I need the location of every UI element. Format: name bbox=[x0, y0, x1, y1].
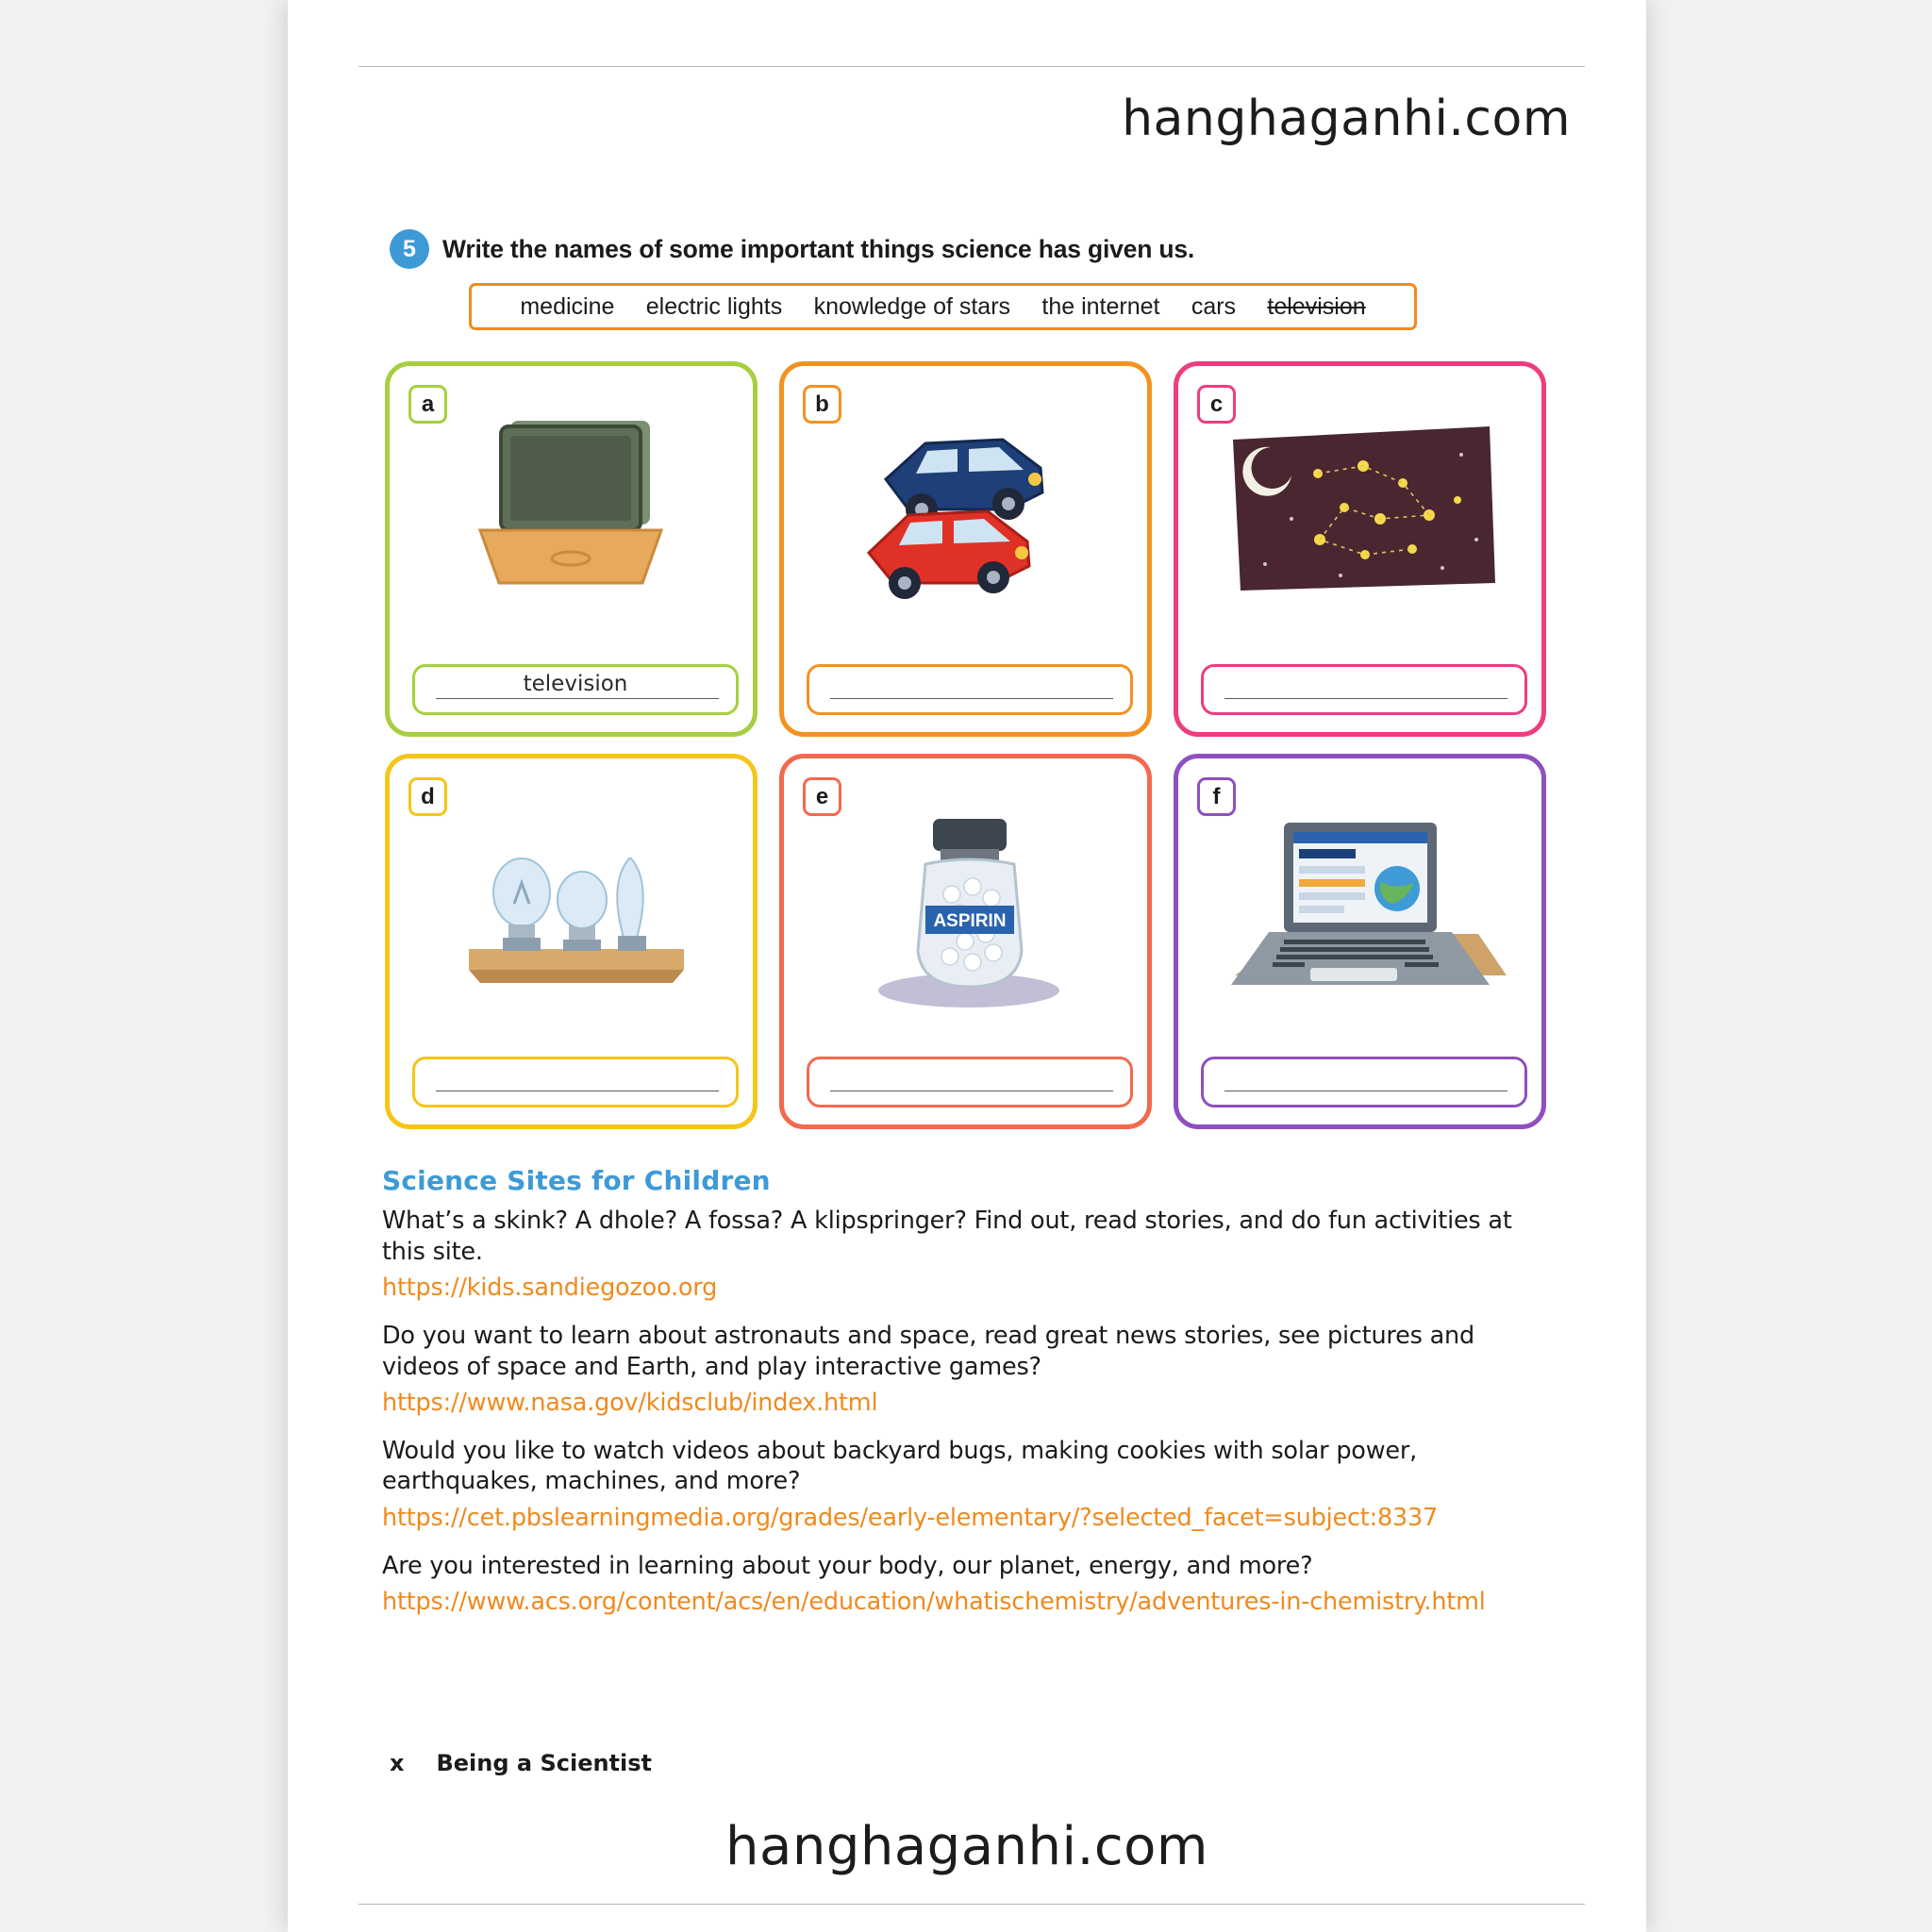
card-tag-b: b bbox=[803, 385, 841, 424]
card-row-2 bbox=[385, 754, 1547, 1129]
answer-box-f[interactable] bbox=[1201, 1057, 1527, 1108]
footer-divider bbox=[358, 1904, 1585, 1905]
watermark-top: hanghaganhi.com bbox=[1122, 91, 1571, 147]
word-bank bbox=[469, 283, 1417, 330]
exercise-instruction: Write the names of some important things science has given us. bbox=[442, 234, 1195, 263]
science-sites-section bbox=[382, 1165, 1552, 1635]
picture-card-f[interactable] bbox=[1174, 754, 1546, 1129]
aspirin-medicine-bottle-illustration bbox=[784, 791, 1147, 1036]
exercise-number-badge: 5 bbox=[390, 229, 429, 269]
word-bank-item-electric-lights[interactable]: electric lights bbox=[645, 292, 783, 320]
page-number: x bbox=[390, 1750, 405, 1776]
site-link-1[interactable]: https://kids.sandiegozoo.org bbox=[382, 1274, 718, 1303]
document-page bbox=[288, 0, 1646, 1932]
answer-box-e[interactable] bbox=[807, 1057, 1133, 1108]
answer-text-a: television bbox=[523, 672, 628, 696]
site-description-2: Do you want to learn about astronauts and space, read great news stories, see pictures and videos of space and Earth, and play interactive games? bbox=[382, 1321, 1475, 1381]
answer-box-a[interactable] bbox=[412, 664, 739, 715]
electric-light-bulbs-illustration bbox=[390, 791, 753, 1036]
picture-card-a[interactable] bbox=[385, 361, 758, 737]
site-description-1: What’s a skink? A dhole? A fossa? A klipspringer? Find out, read stories, and do fun activities at this site. bbox=[382, 1207, 1512, 1266]
card-tag-a: a bbox=[408, 385, 447, 424]
television-illustration bbox=[390, 398, 753, 643]
answer-line-b bbox=[830, 698, 1113, 700]
card-tag-c: c bbox=[1197, 385, 1236, 424]
header-divider bbox=[358, 66, 1585, 67]
answer-line-a bbox=[436, 698, 719, 700]
aspirin-label: ASPIRIN bbox=[933, 911, 1007, 931]
exercise-header bbox=[390, 229, 1194, 269]
watermark-bottom: hanghaganhi.com bbox=[725, 1816, 1208, 1877]
site-link-4[interactable]: https://www.acs.org/content/acs/en/education/whatischemistry/adventures-in-chemistry.html bbox=[382, 1588, 1486, 1617]
card-row-1 bbox=[385, 361, 1547, 737]
answer-line-c bbox=[1224, 698, 1507, 700]
picture-card-c[interactable] bbox=[1174, 361, 1546, 737]
site-description-4: Are you interested in learning about your body, our planet, energy, and more? bbox=[382, 1551, 1313, 1580]
picture-card-grid bbox=[385, 361, 1547, 1146]
card-tag-f: f bbox=[1197, 777, 1236, 816]
answer-box-c[interactable] bbox=[1201, 664, 1527, 715]
card-tag-e: e bbox=[803, 777, 841, 816]
answer-line-e bbox=[830, 1091, 1113, 1092]
answer-box-b[interactable] bbox=[807, 664, 1133, 715]
picture-card-b[interactable] bbox=[779, 361, 1152, 737]
science-sites-heading: Science Sites for Children bbox=[382, 1165, 771, 1196]
laptop-internet-illustration bbox=[1178, 791, 1541, 1036]
answer-line-f bbox=[1224, 1091, 1507, 1092]
word-bank-item-knowledge-of-stars[interactable]: knowledge of stars bbox=[813, 292, 1011, 320]
site-link-3[interactable]: https://cet.pbslearningmedia.org/grades/early-elementary/?selected_facet=subject:8337 bbox=[382, 1504, 1439, 1532]
picture-card-d[interactable] bbox=[385, 754, 758, 1129]
word-bank-item-the-internet[interactable]: the internet bbox=[1041, 292, 1160, 320]
cars-illustration bbox=[784, 398, 1147, 643]
picture-card-e[interactable] bbox=[779, 754, 1152, 1129]
word-bank-item-cars[interactable]: cars bbox=[1191, 292, 1237, 320]
unit-title: Being a Scientist bbox=[436, 1750, 653, 1776]
card-tag-d: d bbox=[408, 777, 447, 816]
word-bank-item-medicine[interactable]: medicine bbox=[520, 292, 615, 320]
word-bank-item-television[interactable]: television bbox=[1267, 292, 1366, 320]
answer-line-d bbox=[436, 1091, 719, 1092]
page-footer bbox=[390, 1750, 652, 1776]
site-description-3: Would you like to watch videos about backyard bugs, making cookies with solar power, earthquakes, machines, and more? bbox=[382, 1436, 1418, 1496]
site-link-2[interactable]: https://www.nasa.gov/kidsclub/index.html bbox=[382, 1389, 878, 1418]
night-sky-stars-illustration bbox=[1178, 398, 1541, 643]
answer-box-d[interactable] bbox=[412, 1057, 739, 1108]
